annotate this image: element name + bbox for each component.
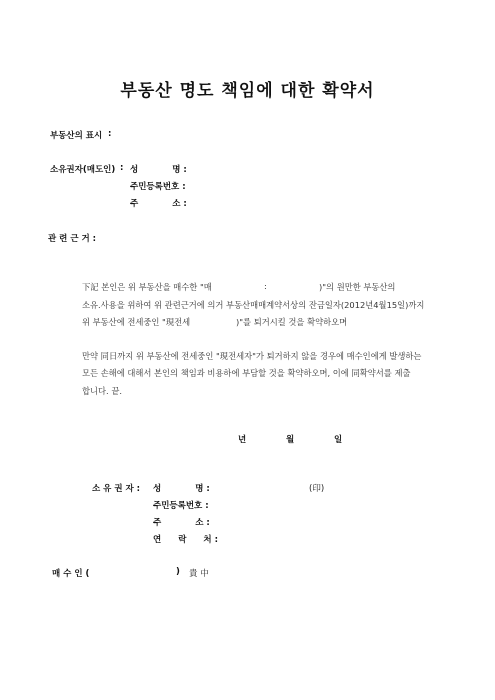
buyer-suffix: ) [176,567,180,577]
signer-address-label: 주 소 : [153,518,210,528]
seller-label: 소유권자(매도인) [50,165,116,175]
body-p1-line1-b: : [264,281,267,291]
body-p1-line1-a: 下記 본인은 위 부동산을 매수한 "매 [82,282,212,292]
body-p1-line2: 소유.사용을 위하여 위 관련근거에 의거 부동산매매계약서상의 잔금일자(2012년4월15일)까지 [82,300,425,310]
property-colon: : [108,129,112,139]
seller-id-label: 주민등록번호 : [130,182,186,192]
buyer-honorific: 貴 中 [189,569,209,579]
date-year: 년 [238,435,247,445]
signer-id-label: 주민등록번호 : [153,501,209,511]
document-title: 부동산 명도 책임에 대한 확약서 [120,81,375,101]
signer-name-label: 성 명 : [153,484,210,494]
signer-label: 소 유 권 자 : [92,484,141,494]
seller-name-label: 성 명 : [130,165,187,175]
signer-contact-label: 연 락 처 : [153,535,218,545]
property-label: 부동산의 표시 [50,131,103,141]
body-p2-line3: 합니다. 끝. [82,386,122,396]
seller-address-label: 주 소 : [130,199,187,209]
body-p1-line3-b: )"를 퇴거시킬 것을 확약하오며 [236,317,348,327]
body-p2-line2: 모든 손해에 대해서 본인의 책임과 비용하에 부담할 것을 확약하오며, 이에 同확약서를 제출 [82,368,411,378]
buyer-label: 매 수 인 ( [52,569,90,579]
body-p1-line1-c: )"의 원만한 부동산의 [319,282,396,292]
seller-colon: : [120,163,124,173]
body-p1-line3-a: 위 부동산에 전세중인 "現전세 [82,317,191,327]
date-day: 일 [334,435,343,445]
signer-seal: (印) [309,484,325,494]
basis-label: 관 련 근 거 : [48,234,97,244]
date-month: 월 [286,435,295,445]
body-p2-line1: 만약 同日까지 위 부동산에 전세중인 "現전세자"가 퇴거하지 않을 경우에 매수인에게 발생하는 [82,351,422,361]
